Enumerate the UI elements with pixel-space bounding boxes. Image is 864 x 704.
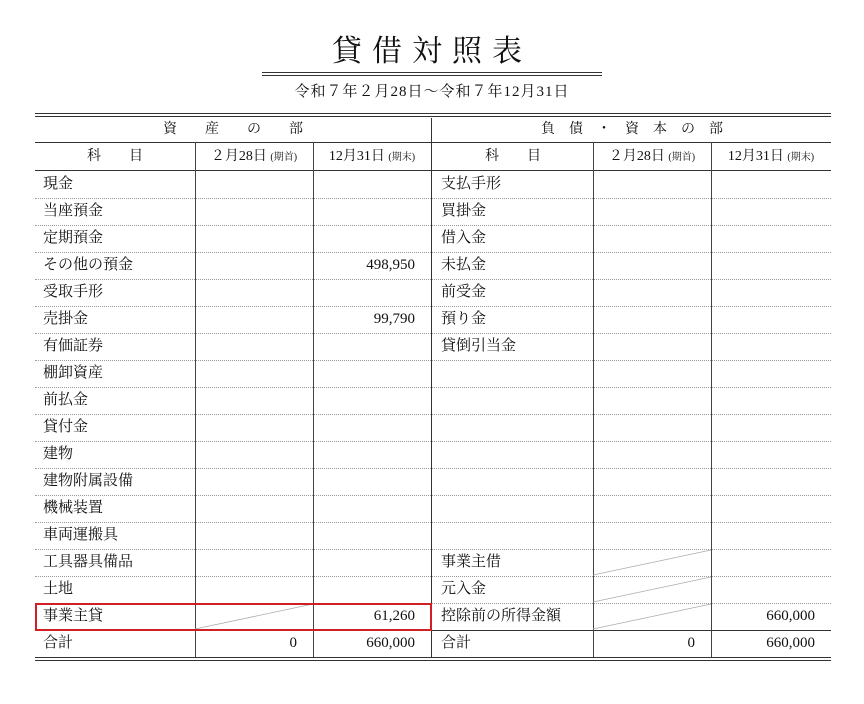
liability-label (433, 414, 601, 441)
asset-label: その他の預金 (43, 257, 134, 273)
asset-start-value (195, 360, 313, 387)
assets-col-start: ２月28日 (期首) (210, 149, 298, 164)
table-top-rule (35, 113, 831, 114)
table-bottom-rule (35, 657, 831, 658)
asset-start-value (195, 495, 313, 522)
table-row (35, 171, 831, 198)
liability-end-value (711, 495, 831, 522)
asset-start-value (195, 549, 313, 576)
assets-section-header: 資 産 の 部 (163, 122, 303, 137)
asset-end-value (313, 576, 431, 603)
liability-end-value (711, 414, 831, 441)
asset-start-value (195, 576, 313, 603)
liability-start-value (593, 252, 711, 279)
liability-start-value (593, 198, 711, 225)
asset-start-value (195, 522, 313, 549)
liability-end-value (711, 171, 831, 198)
table-top-rule-2 (35, 116, 831, 117)
liability-label: 前受金 (441, 284, 487, 300)
liability-label (433, 468, 601, 495)
asset-label: 現金 (43, 176, 74, 192)
liabilities-col-end: 12月31日 (期末) (727, 149, 815, 164)
diagonal-slash (593, 603, 711, 630)
liabilities-section-header: 負 債 ・ 資 本 の 部 (541, 122, 723, 137)
asset-start-value (195, 252, 313, 279)
liabilities-col-item: 科 目 (485, 149, 541, 164)
table-row (35, 306, 831, 333)
asset-start-value (195, 387, 313, 414)
liability-end-value (711, 225, 831, 252)
liability-label (433, 522, 601, 549)
table-row (35, 522, 831, 549)
liability-label (433, 495, 601, 522)
liability-label: 元入金 (441, 581, 487, 597)
table-row (35, 441, 831, 468)
liability-start-value: 0 (687, 635, 695, 651)
liability-start-value (593, 468, 711, 495)
liability-start-value (593, 414, 711, 441)
asset-label: 土地 (43, 581, 74, 597)
liability-end-value (711, 279, 831, 306)
asset-label: 貸付金 (43, 419, 89, 435)
table-row (35, 414, 831, 441)
asset-end-value (313, 495, 431, 522)
table-row (35, 333, 831, 360)
liability-label: 事業主借 (441, 554, 502, 570)
asset-end-value (313, 387, 431, 414)
period-range: 令和７年２月28日～令和７年12月31日 (294, 84, 570, 100)
asset-label: 棚卸資産 (43, 365, 104, 381)
asset-label: 当座預金 (43, 203, 104, 219)
table-row (35, 360, 831, 387)
table-row (35, 576, 831, 603)
asset-end-value (313, 468, 431, 495)
liability-start-value (593, 522, 711, 549)
assets-col-item: 科 目 (87, 149, 143, 164)
assets-col-end: 12月31日 (期末) (328, 149, 416, 164)
liability-end-value (711, 306, 831, 333)
asset-end-value (313, 333, 431, 360)
liability-start-value (593, 225, 711, 252)
document-title: 貸借対照表 (332, 35, 532, 68)
asset-start-value: 0 (289, 635, 297, 651)
asset-end-value (313, 225, 431, 252)
asset-start-value (195, 279, 313, 306)
asset-end-value (313, 522, 431, 549)
asset-label: 事業主貸 (43, 608, 104, 624)
table-row (35, 387, 831, 414)
liability-label: 支払手形 (441, 176, 502, 192)
asset-label: 前払金 (43, 392, 89, 408)
asset-label: 受取手形 (43, 284, 104, 300)
liability-end-value (711, 252, 831, 279)
liability-label: 貸倒引当金 (441, 338, 517, 354)
liability-start-value (593, 441, 711, 468)
diagonal-slash (593, 549, 711, 576)
asset-start-value (195, 225, 313, 252)
asset-end-value: 660,000 (366, 635, 415, 651)
liability-start-value (593, 279, 711, 306)
asset-end-value (313, 360, 431, 387)
liabilities-col-start: ２月28日 (期首) (608, 149, 696, 164)
asset-start-value (195, 198, 313, 225)
liability-end-value: 660,000 (766, 635, 815, 651)
liability-end-value (711, 441, 831, 468)
liability-start-value (593, 495, 711, 522)
liability-label (433, 387, 601, 414)
liability-label: 控除前の所得金額 (441, 608, 562, 624)
asset-end-value (313, 279, 431, 306)
asset-end-value (313, 198, 431, 225)
table-bottom-rule-2 (35, 660, 831, 661)
asset-start-value (195, 306, 313, 333)
table-row (35, 495, 831, 522)
asset-start-value (195, 414, 313, 441)
diagonal-slash (593, 576, 711, 603)
liability-start-value (593, 333, 711, 360)
liability-start-value (593, 387, 711, 414)
table-row (35, 198, 831, 225)
asset-end-value (313, 171, 431, 198)
table-row (35, 252, 831, 279)
asset-end-value (313, 414, 431, 441)
liability-end-value (711, 333, 831, 360)
liability-start-value (593, 306, 711, 333)
table-row (35, 468, 831, 495)
liability-end-value: 660,000 (766, 608, 815, 624)
liability-label: 借入金 (441, 230, 487, 246)
asset-label: 建物 (43, 446, 74, 462)
asset-label: 定期預金 (43, 230, 104, 246)
asset-end-value (313, 549, 431, 576)
liability-start-value (593, 360, 711, 387)
liability-label: 買掛金 (441, 203, 487, 219)
asset-label: 建物附属設備 (43, 473, 134, 489)
asset-label: 工具器具備品 (43, 554, 134, 570)
asset-label: 車両運搬具 (43, 527, 119, 543)
title-underline-2 (262, 75, 602, 76)
asset-end-value: 61,260 (373, 608, 415, 624)
liability-end-value (711, 468, 831, 495)
liability-end-value (711, 387, 831, 414)
asset-end-value: 99,790 (373, 311, 415, 327)
total-row (35, 630, 831, 657)
liability-label (433, 441, 601, 468)
liability-end-value (711, 576, 831, 603)
liability-start-value (593, 171, 711, 198)
asset-start-value (195, 468, 313, 495)
asset-start-value (195, 333, 313, 360)
asset-label: 合計 (43, 635, 74, 651)
table-row (35, 225, 831, 252)
liability-end-value (711, 522, 831, 549)
highlight-business-owner-loan (35, 603, 432, 631)
title-underline (262, 72, 602, 73)
asset-end-value (313, 441, 431, 468)
table-row (35, 279, 831, 306)
liability-end-value (711, 360, 831, 387)
asset-end-value: 498,950 (366, 257, 415, 273)
liability-label: 未払金 (441, 257, 487, 273)
liability-label: 合計 (441, 635, 472, 651)
asset-start-value (195, 171, 313, 198)
asset-label: 売掛金 (43, 311, 89, 327)
liability-label (433, 360, 601, 387)
asset-start-value (195, 441, 313, 468)
liability-label: 預り金 (441, 311, 487, 327)
asset-label: 機械装置 (43, 500, 104, 516)
liability-end-value (711, 198, 831, 225)
table-row (35, 549, 831, 576)
asset-label: 有価証券 (43, 338, 104, 354)
liability-end-value (711, 549, 831, 576)
